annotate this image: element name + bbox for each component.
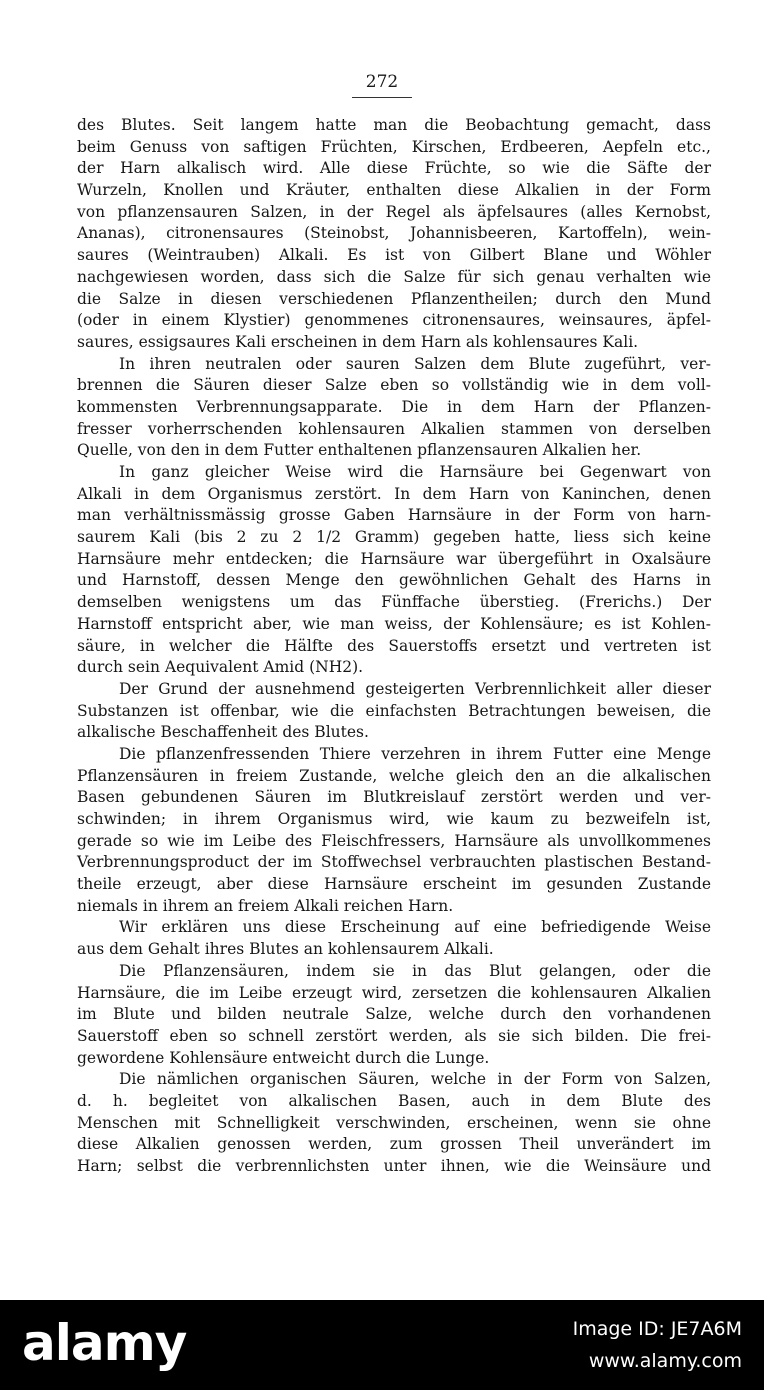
text-line: Pflanzensäuren in freiem Zustande, welche gleich den an die alkalischen: [77, 766, 711, 785]
text-line: kommensten Verbrennungsapparate. Die in dem Harn der Pflanzen-: [77, 397, 711, 416]
text-line: des Blutes. Seit langem hatte man die Beobachtung gemacht, dass: [77, 116, 711, 134]
watermark-banner: [0, 1300, 764, 1390]
text-line: Der Grund der ausnehmend gesteigerten Verbrennlichkeit aller dieser: [119, 679, 711, 698]
text-line: Harn; selbst die verbrennlichsten unter ihnen, wie die Weinsäure und: [77, 1157, 711, 1175]
text-line: Die Pflanzensäuren, indem sie in das Blut gelangen, oder die: [119, 961, 711, 980]
text-line: der Harn alkalisch wird. Alle diese Früchte, so wie die Säfte der: [77, 159, 711, 178]
text-line: von pflanzensauren Salzen, in der Regel als äpfelsaures (alles Kernobst,: [77, 202, 711, 221]
text-line: saurem Kali (bis 2 zu 2 1/2 Gramm) gegeben hatte, liess sich keine: [77, 528, 711, 547]
brand-logo: alamy: [22, 1314, 187, 1372]
text-line: Die pflanzenfressenden Thiere verzehren in ihrem Futter eine Menge: [119, 744, 711, 763]
text-line: demselben wenigstens um das Fünffache überstieg. (Frerichs.) Der: [77, 593, 711, 612]
text-line: im Blute und bilden neutrale Salze, welche durch den vorhandenen: [77, 1005, 711, 1024]
text-line: Die nämlichen organischen Säuren, welche in der Form von Salzen,: [119, 1070, 711, 1089]
text-line: Quelle, von den in dem Futter enthaltenen pflanzensauren Alkalien her.: [77, 441, 642, 460]
text-line: Sauerstoff eben so schnell zerstört werden, als sie sich bilden. Die frei-: [77, 1026, 711, 1045]
text-line: alkalische Beschaffenheit des Blutes.: [77, 723, 369, 742]
text-line: saures, essigsaures Kali erscheinen in dem Harn als kohlensaures Kali.: [77, 332, 639, 351]
text-line: und Harnstoff, dessen Menge den gewöhnlichen Gehalt des Harns in: [77, 571, 711, 590]
site-url: www.alamy.com: [588, 1350, 742, 1372]
image-id-label: Image ID: JE7A6M: [572, 1318, 742, 1340]
text-line: man verhältnissmässig grosse Gaben Harnsäure in der Form von harn-: [77, 506, 711, 525]
text-line: Wurzeln, Knollen und Kräuter, enthalten diese Alkalien in der Form: [77, 181, 711, 200]
text-line: In ganz gleicher Weise wird die Harnsäure bei Gegenwart von: [119, 463, 711, 481]
text-line: gewordene Kohlensäure entweicht durch die Lunge.: [77, 1048, 490, 1067]
text-line: die Salze in diesen verschiedenen Pflanzentheilen; durch den Mund: [77, 289, 711, 308]
text-line: Menschen mit Schnelligkeit verschwinden, erscheinen, wenn sie ohne: [77, 1113, 711, 1132]
text-line: theile erzeugt, aber diese Harnsäure erscheint im gesunden Zustande: [77, 875, 711, 894]
text-line: (oder in einem Klystier) genommenes citronensaures, weinsaures, äpfel-: [77, 311, 711, 330]
text-line: Alkali in dem Organismus zerstört. In dem Harn von Kaninchen, denen: [77, 484, 711, 503]
text-line: Verbrennungsproduct der im Stoffwechsel verbrauchten plastischen Bestand-: [77, 853, 711, 872]
page-number-rule: [352, 97, 412, 98]
body-text: [77, 115, 711, 1178]
text-line: brennen die Säuren dieser Salze eben so vollständig wie in dem voll-: [77, 376, 711, 395]
text-line: diese Alkalien genossen werden, zum grossen Theil unverändert im: [77, 1135, 711, 1154]
text-line: säure, in welcher die Hälfte des Sauerstoffs ersetzt und vertreten ist: [77, 636, 711, 655]
text-line: fresser vorherrschenden kohlensauren Alkalien stammen von derselben: [77, 419, 711, 438]
text-line: Harnsäure, die im Leibe erzeugt wird, zersetzen die kohlensauren Alkalien: [77, 983, 711, 1002]
text-line: niemals in ihrem an freiem Alkali reichen Harn.: [77, 896, 454, 915]
text-line: Harnstoff entspricht aber, wie man weiss, der Kohlensäure; es ist Kohlen-: [77, 614, 711, 633]
text-line: beim Genuss von saftigen Früchten, Kirschen, Erdbeeren, Aepfeln etc.,: [77, 137, 711, 156]
text-line: Ananas), citronensaures (Steinobst, Johannisbeeren, Kartoffeln), wein-: [77, 224, 711, 243]
text-line: gerade so wie im Leibe des Fleischfressers, Harnsäure als unvollkommenes: [77, 831, 711, 850]
text-line: Substanzen ist offenbar, wie die einfachsten Betrachtungen beweisen, die: [77, 701, 711, 720]
text-line: nachgewiesen worden, dass sich die Salze für sich genau verhalten wie: [77, 267, 711, 286]
text-line: schwinden; in ihrem Organismus wird, wie kaum zu bezweifeln ist,: [77, 810, 711, 828]
text-line: aus dem Gehalt ihres Blutes an kohlensaurem Alkali.: [77, 940, 494, 959]
text-line: In ihren neutralen oder sauren Salzen dem Blute zugeführt, ver-: [119, 354, 711, 373]
text-line: Wir erklären uns diese Erscheinung auf eine befriedigende Weise: [119, 918, 711, 937]
text-line: d. h. begleitet von alkalischen Basen, auch in dem Blute des: [77, 1091, 711, 1110]
page-number: 272: [365, 72, 399, 92]
text-line: Harnsäure mehr entdecken; die Harnsäure war übergeführt in Oxalsäure: [77, 549, 711, 568]
text-line: saures (Weintrauben) Alkali. Es ist von Gilbert Blane und Wöhler: [77, 246, 711, 265]
text-line: Basen gebundenen Säuren im Blutkreislauf zerstört werden und ver-: [77, 788, 711, 807]
text-line: durch sein Aequivalent Amid (NH2).: [77, 658, 364, 677]
